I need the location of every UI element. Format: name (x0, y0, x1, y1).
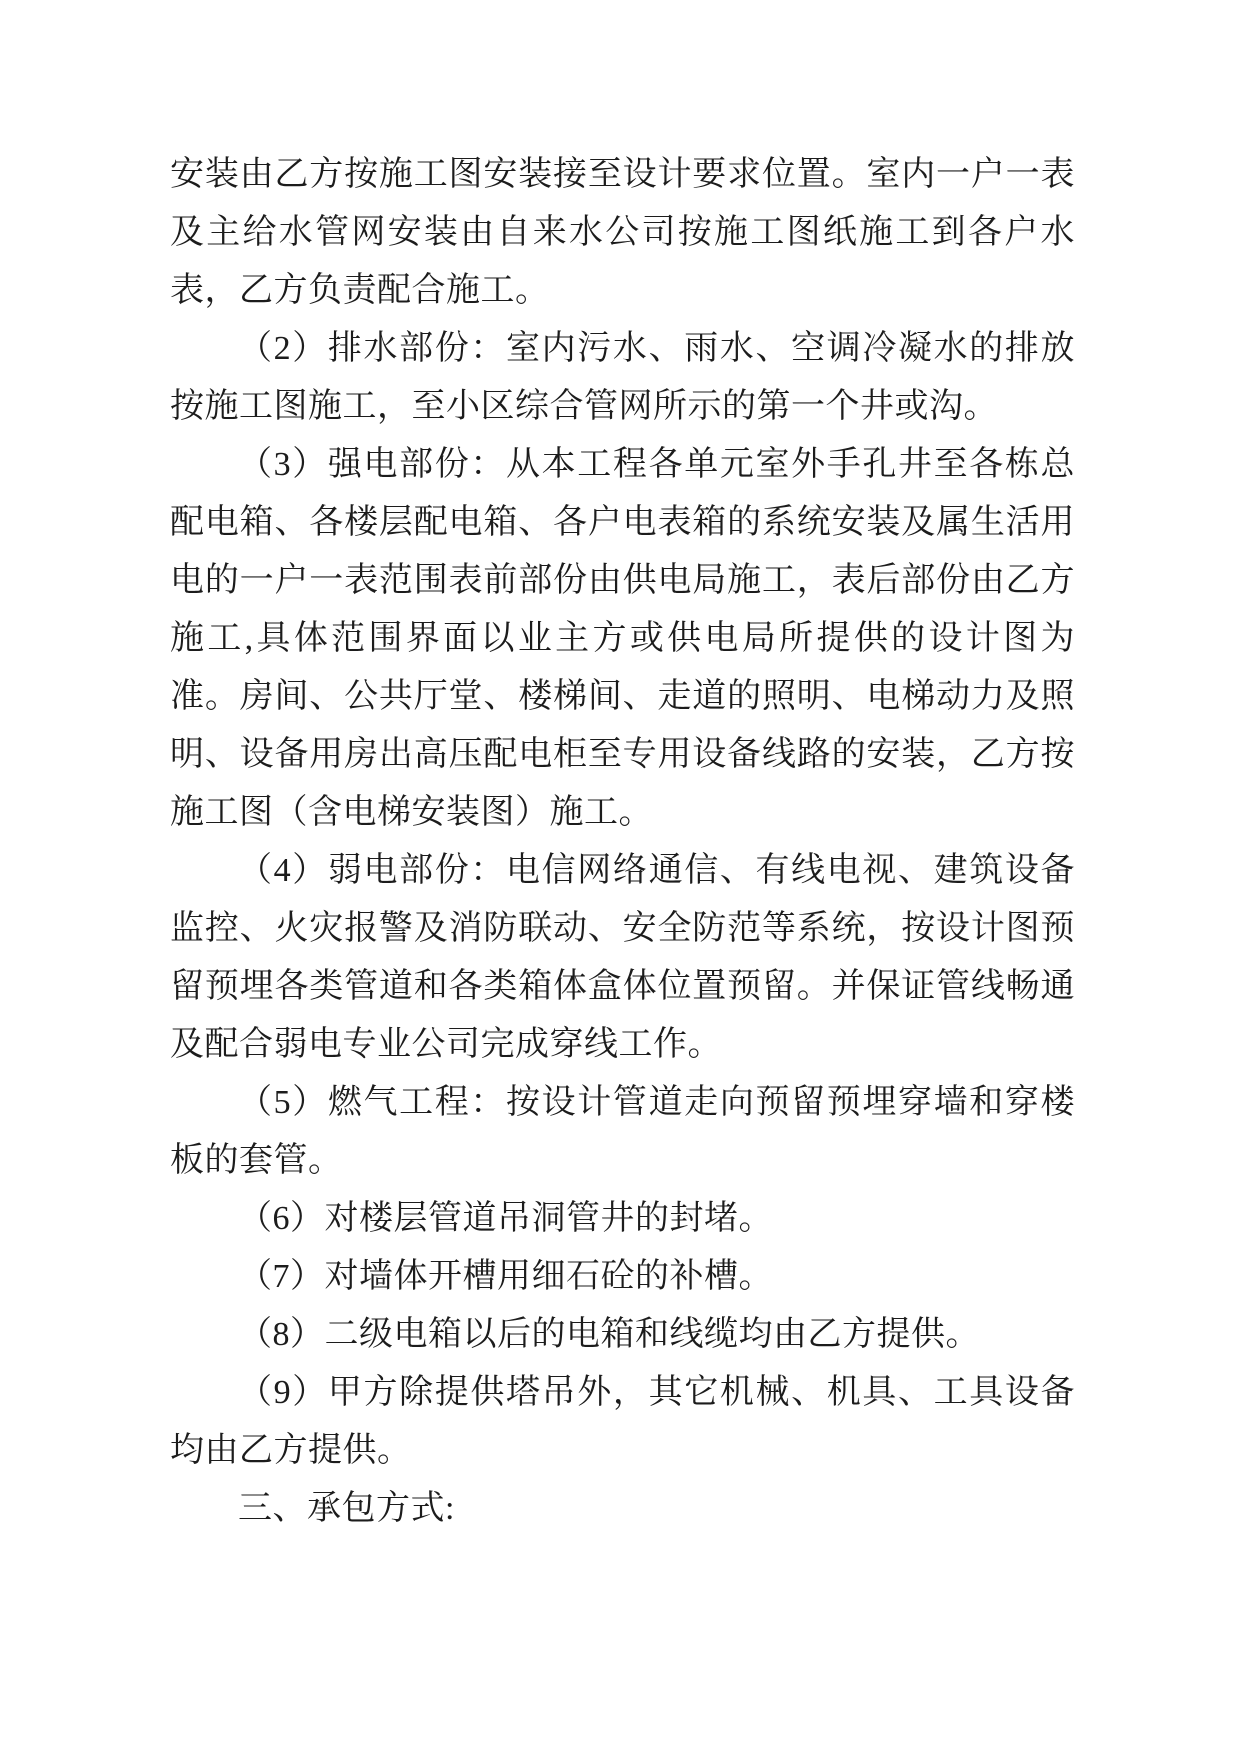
paragraph: （4）弱电部份：电信网络通信、有线电视、建筑设备监控、火灾报警及消防联动、安全防范等系统，按设计图预留预埋各类管道和各类箱体盒体位置预留。并保证管线畅通及配合弱电专业公司完成穿线工作。 (170, 852, 1075, 1063)
paragraph: 三、承包方式: (238, 1490, 455, 1527)
paragraph: 安装由乙方按施工图安装接至设计要求位置。室内一户一表及主给水管网安装由自来水公司按施工图纸施工到各户水表，乙方负责配合施工。 (170, 156, 1075, 309)
paragraph: （6）对楼层管道吊洞管井的封堵。 (238, 1200, 773, 1237)
paragraph: （7）对墙体开槽用细石砼的补槽。 (238, 1258, 773, 1295)
paragraph: （3）强电部份：从本工程各单元室外手孔井至各栋总配电箱、各楼层配电箱、各户电表箱的系统安装及属生活用电的一户一表范围表前部份由供电局施工，表后部份由乙方施工,具体范围界面以业主方或供电局所提供的设计图为准。房间、公共厅堂、楼梯间、走道的照明、电梯动力及照明、设备用房出高压配电柜至专用设备线路的安装，乙方按施工图（含电梯安装图）施工。 (170, 446, 1075, 831)
paragraph: （8）二级电箱以后的电箱和线缆均由乙方提供。 (238, 1316, 980, 1353)
document-body (170, 146, 1075, 1538)
paragraph: （9）甲方除提供塔吊外，其它机械、机具、工具设备均由乙方提供。 (170, 1374, 1075, 1469)
paragraph: （5）燃气工程：按设计管道走向预留预埋穿墙和穿楼板的套管。 (170, 1084, 1075, 1179)
paragraph: （2）排水部份：室内污水、雨水、空调冷凝水的排放按施工图施工，至小区综合管网所示的第一个井或沟。 (170, 330, 1075, 425)
